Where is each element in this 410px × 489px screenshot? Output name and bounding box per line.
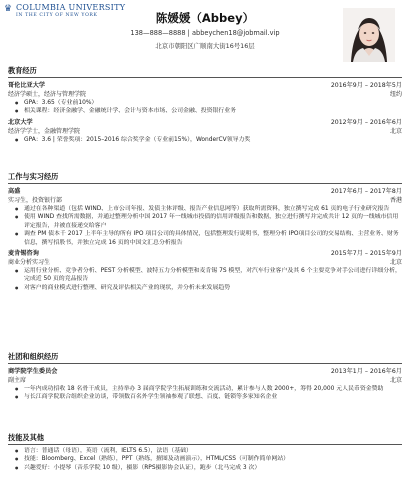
skills-title: 技能及其他	[8, 433, 44, 442]
section-divider	[8, 444, 402, 445]
entry-location: 香港	[389, 197, 402, 204]
work-entry-2-sub	[8, 258, 402, 267]
work-title: 工作与实习经历	[8, 172, 59, 181]
crown-icon: ♛	[4, 4, 13, 14]
candidate-name: 陈媛媛（Abbey）	[155, 11, 255, 25]
work-entry-1-sub	[8, 196, 402, 205]
list-item: ● 使用 WIND 查找所需数据，并通过整理分析中国 2017 年一线城市投债的信用评级报告和数据，独立进行撰写并完成共计 12 页的一线城市信用评定报告，并被直接递交给客户	[8, 213, 402, 230]
section-divider	[8, 363, 402, 364]
entry-degree: 经济学硕士，经济与管理学院	[8, 91, 87, 98]
entry-date: 2013年1月 – 2016年6月	[330, 368, 402, 375]
entry-org: 麦肯锡咨询	[8, 250, 39, 258]
entry-date: 2012年9月 – 2016年6月	[330, 118, 402, 126]
profile-photo	[343, 8, 395, 62]
education-entry-2-sub	[8, 127, 402, 136]
education-entry-2-head	[8, 118, 402, 127]
entry-degree: 实习生，投资银行部	[8, 197, 63, 204]
entry-location: 北京	[389, 259, 402, 267]
list-item: ● GPA：3.65（专业前10%）	[8, 99, 402, 107]
education-entry-1-sub	[8, 90, 402, 99]
education-entry-2-bullets	[8, 136, 402, 144]
education-section	[8, 66, 402, 144]
entry-date: 2017年6月 – 2017年8月	[330, 188, 402, 195]
campus-entry-1-bullets	[8, 385, 402, 402]
list-item: ● 通过在各种渠道（包括 WIND、上市公司年报、发债主体评级、报告产业信息网等）获取所需资料，独立撰写完成 61 页的电子行业研究报告	[8, 205, 402, 213]
education-entry-1-bullets	[8, 99, 402, 116]
campus-entry-1-sub	[8, 376, 402, 385]
entry-date: 2015年7月 – 2015年9月	[330, 250, 402, 258]
list-item: ● 运用行业分析、竞争者分析、PEST 分析模型、波特五力分析模型和麦肯锡 7S 模型，对汽车行业客户及其 6 个主要竞争对手公司进行详细分析，完成近 50 页的竞品报告	[8, 267, 402, 284]
entry-degree: 经济学学士，金融管理学院	[8, 127, 81, 135]
campus-section	[8, 352, 402, 402]
education-title: 教育经历	[8, 66, 37, 75]
list-item: ● 相关课程：经济金融学、金融统计学、会计与资本市场、公司金融、投资银行业务	[8, 107, 402, 115]
entry-location: 纽约	[389, 91, 402, 98]
entry-location: 北京	[389, 377, 402, 384]
list-item: ● 调查 PM 债本千 2017 上半年主导的所有 IPO 项目公司的具体情况，包括整理发行说明书，整理分析 IPO项目公司的交易结构、主营业务、财务信息，撰写招股书，并独立完成 16 页的中国文汇总分析报告	[8, 230, 402, 247]
section-divider	[8, 77, 402, 78]
entry-date: 2016年9月 – 2018年5月	[330, 82, 402, 89]
campus-entry-1-head	[8, 367, 402, 376]
campus-title: 社团和组织经历	[8, 352, 59, 361]
work-entry-1-head	[8, 187, 402, 196]
work-entry-1-bullets	[8, 205, 402, 247]
list-item: ● 一年内成功招收 18 名骨干成员，主持举办 3 届商学院学生拓展训练和交流活动，累计参与人数 2000+，筹得 20,000 元人民币资金赞助	[8, 385, 402, 393]
list-item: ● 与长江商学院联合组织企业访谈，带领数百名外学生领袖参观了联想、百度、链锁等多家知名企业	[8, 393, 402, 401]
section-divider	[8, 183, 402, 184]
list-item: ● 兴趣爱好：小提琴（音乐学院 10 级），摄影（RPS摄影协会认证），跑步（北马完成 3 次）	[8, 464, 402, 472]
work-entry-2-bullets	[8, 267, 402, 292]
education-entry-1-head	[8, 81, 402, 90]
skills-section	[8, 433, 402, 472]
skills-bullets	[8, 447, 402, 472]
contact-line: 138—888—8888 | abbeychen18@jobmail.vip	[130, 29, 280, 37]
list-item: ● 语言：普通话（母语），英语（流利，IELTS 6.5），法语（基础）	[8, 447, 402, 455]
entry-org: 高盛	[8, 188, 21, 195]
entry-degree: 副主席	[8, 377, 27, 384]
list-item: ● GPA：3.6 | 荣誉奖项：2015–2016 综合奖学金（专业前15%），WonderCV领导力奖	[8, 136, 402, 144]
entry-location: 北京	[389, 127, 402, 135]
address-line: 北京市朝阳区广顺南大街16号16层	[155, 42, 255, 50]
entry-degree: 商业分析实习生	[8, 259, 51, 267]
work-section	[8, 172, 402, 292]
entry-org: 商学院学生委员会	[8, 368, 58, 375]
list-item: ● 技能：Bloomberg、Excel（熟练），PPT（熟练，擅图及动画演示），HTML/CSS（可制作简单网站）	[8, 455, 402, 463]
work-entry-2-head	[8, 249, 402, 258]
entry-org: 哥伦比亚大学	[8, 82, 46, 89]
list-item: ● 对客户的商业模式进行整理、研究及评估相关产业的现状，并分析未来发展趋势	[8, 284, 402, 292]
logo-university-text: COLUMBIA UNIVERSITY	[16, 3, 126, 12]
entry-org: 北京大学	[8, 118, 33, 126]
logo-city-text: IN THE CITY OF NEW YORK	[16, 13, 98, 18]
